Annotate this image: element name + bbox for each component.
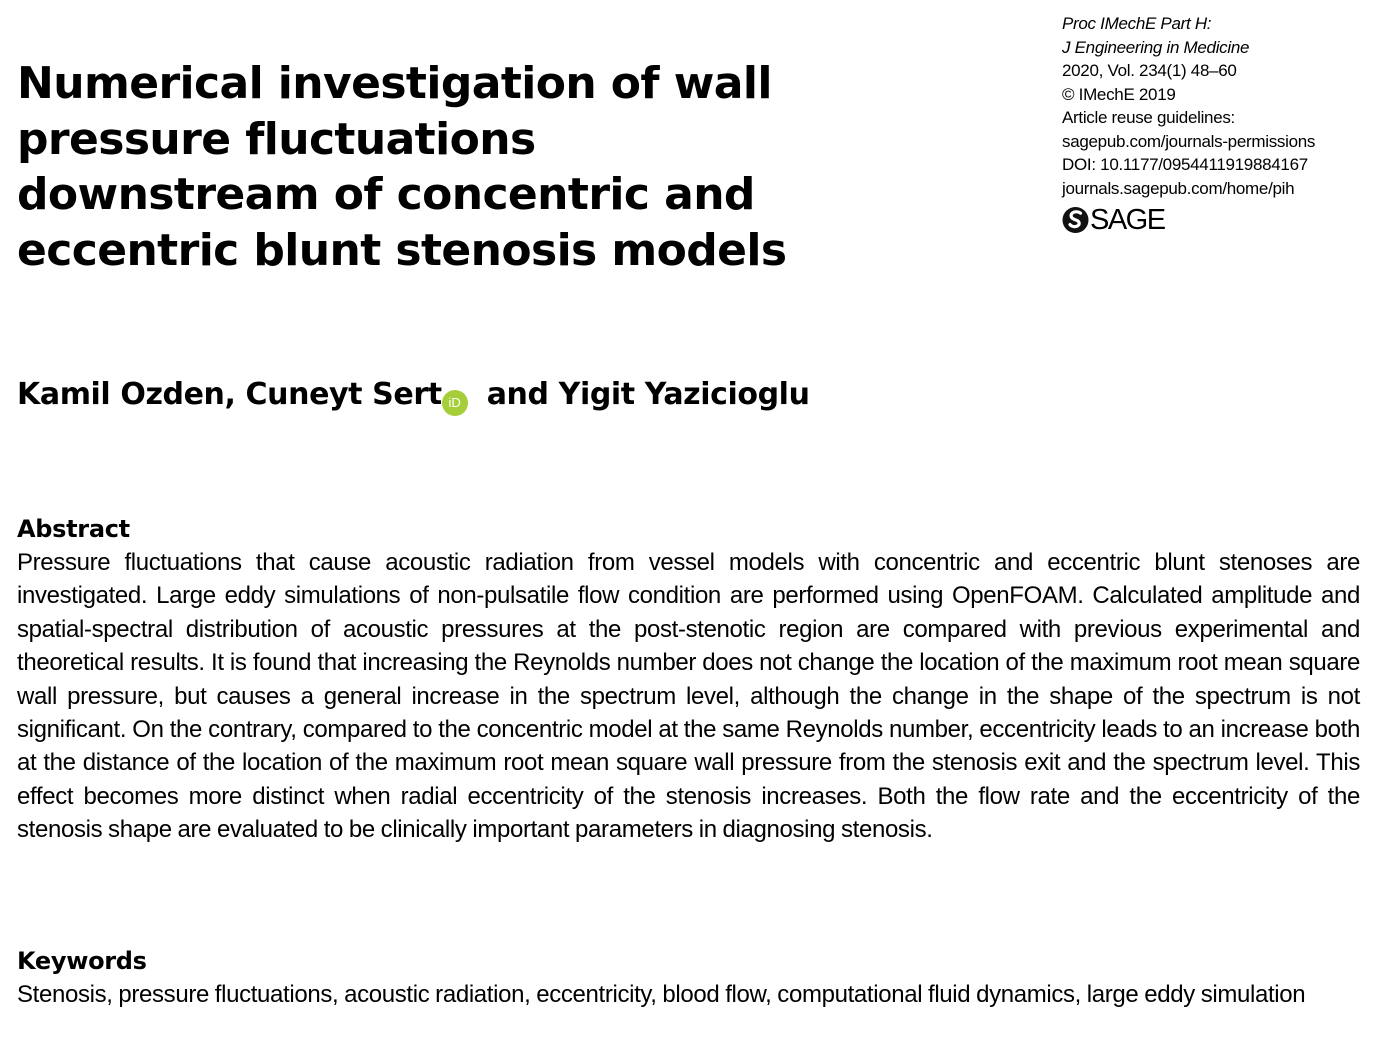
abstract-heading: Abstract bbox=[17, 515, 130, 543]
journal-name-line2: J Engineering in Medicine bbox=[1062, 37, 1250, 57]
author-sert: Cuneyt Sert bbox=[245, 377, 442, 412]
journal-homepage[interactable]: journals.sagepub.com/home/pih bbox=[1062, 178, 1295, 198]
author-list bbox=[17, 375, 810, 416]
sage-logo bbox=[1062, 203, 1362, 237]
reuse-label: Article reuse guidelines: bbox=[1062, 108, 1235, 127]
sage-logo-icon bbox=[1062, 205, 1089, 235]
reuse-link[interactable]: sagepub.com/journals-permissions bbox=[1062, 131, 1316, 151]
sage-logo-text: SAGE bbox=[1090, 204, 1165, 236]
abstract-text: Pressure fluctuations that cause acoustic radiation from vessel models with concentric and eccentric blunt stenoses are investigated. Large eddy simulations of non-pulsatile flow condition are performed using OpenFOAM. Calculated amplitude and spatial-spectral distribution of acoustic pressures at the post-stenotic region are compared with previous experimental and theoretical results. It is found that increasing the Reynolds number does not change the location of the maximum root mean square wall pressure, but causes a general increase in the spectrum level, although the change in the shape of the spectrum is not significant. On the contrary, compared to the concentric model at the same Reynolds number, eccentricity leads to an increase both at the distance of the location of the maximum root mean square wall pressure from the stenosis exit and the spectrum level. This effect becomes more distinct when radial eccentricity of the stenosis increases. Both the flow rate and the eccentricity of the stenosis shape are evaluated to be clinically important parameters in diagnosing stenosis. bbox=[17, 549, 1360, 844]
keywords-heading: Keywords bbox=[17, 947, 147, 975]
keywords-text: Stenosis, pressure fluctuations, acoustic radiation, eccentricity, blood flow, computational fluid dynamics, large eddy simulation bbox=[17, 981, 1306, 1008]
abstract-section bbox=[17, 513, 1360, 847]
keywords-section bbox=[17, 945, 1360, 1011]
orcid-icon[interactable]: iD bbox=[442, 390, 468, 416]
doi[interactable]: DOI: 10.1177/0954411919884167 bbox=[1062, 155, 1308, 174]
journal-name-line1: Proc IMechE Part H: bbox=[1062, 14, 1212, 33]
journal-info bbox=[1062, 12, 1362, 237]
author-yazicioglu: and Yigit Yazicioglu bbox=[476, 377, 810, 412]
author-ozden: Kamil Ozden, bbox=[17, 377, 246, 412]
copyright: © IMechE 2019 bbox=[1062, 84, 1176, 104]
paper-title: Numerical investigation of wall pressure fluctuations downstream of concentric and eccentric blunt stenosis models bbox=[17, 58, 787, 276]
journal-volume: 2020, Vol. 234(1) 48–60 bbox=[1062, 61, 1237, 80]
